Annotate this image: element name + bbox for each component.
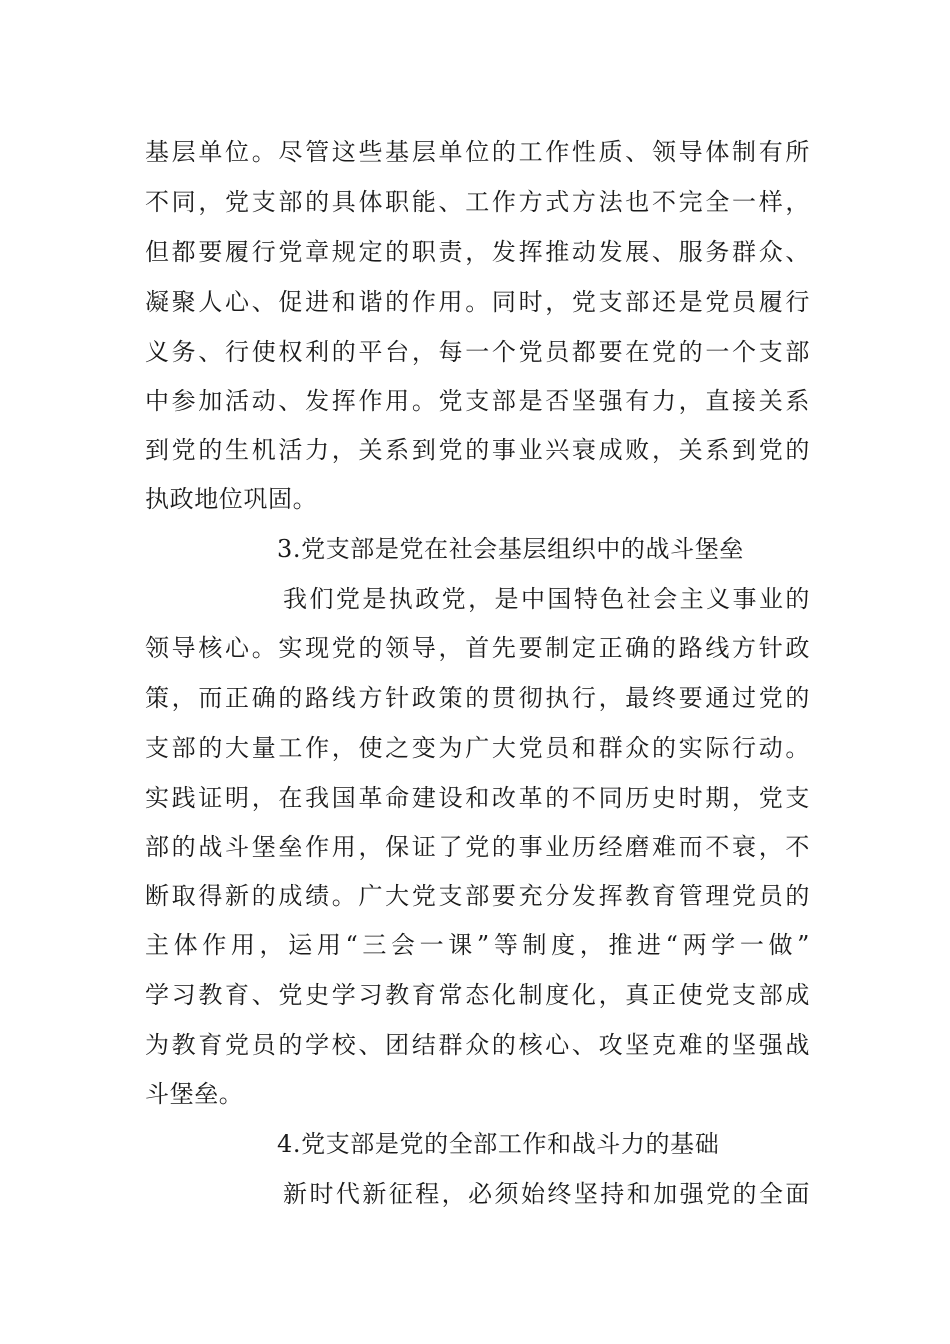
text-line: 主体作用，运用“三会一课”等制度，推进“两学一做”: [145, 931, 810, 959]
text-line: 义务、行使权利的平台，每一个党员都要在党的一个支部: [145, 338, 810, 366]
text-line: 领导核心。实现党的领导，首先要制定正确的路线方针政: [145, 634, 810, 662]
text-line: 新时代新征程，必须始终坚持和加强党的全面: [283, 1180, 810, 1208]
text-line: 斗堡垒。: [145, 1080, 244, 1108]
section-heading-3: 3.党支部是党在社会基层组织中的战斗堡垒: [277, 535, 744, 563]
text-line: 实践证明，在我国革命建设和改革的不同历史时期，党支: [145, 784, 810, 812]
text-line: 部的战斗堡垒作用，保证了党的事业历经磨难而不衰，不: [145, 833, 810, 861]
text-line: 为教育党员的学校、团结群众的核心、攻坚克难的坚强战: [145, 1031, 810, 1059]
text-line: 学习教育、党史学习教育常态化制度化，真正使党支部成: [145, 981, 810, 1009]
text-line: 到党的生机活力，关系到党的事业兴衰成败，关系到党的: [145, 436, 810, 464]
text-line: 执政地位巩固。: [145, 485, 318, 513]
section-heading-4: 4.党支部是党的全部工作和战斗力的基础: [277, 1130, 720, 1158]
text-line: 策，而正确的路线方针政策的贯彻执行，最终要通过党的: [145, 684, 810, 712]
text-line: 支部的大量工作，使之变为广大党员和群众的实际行动。: [145, 734, 810, 762]
text-line: 中参加活动、发挥作用。党支部是否坚强有力，直接关系: [145, 387, 810, 415]
text-line: 断取得新的成绩。广大党支部要充分发挥教育管理党员的: [145, 882, 810, 910]
text-line: 我们党是执政党，是中国特色社会主义事业的: [283, 585, 810, 613]
text-line: 基层单位。尽管这些基层单位的工作性质、领导体制有所: [145, 138, 810, 166]
text-line: 不同，党支部的具体职能、工作方式方法也不完全一样，: [145, 188, 810, 216]
text-line: 但都要履行党章规定的职责，发挥推动发展、服务群众、: [145, 238, 810, 266]
text-line: 凝聚人心、促进和谐的作用。同时，党支部还是党员履行: [145, 288, 810, 316]
